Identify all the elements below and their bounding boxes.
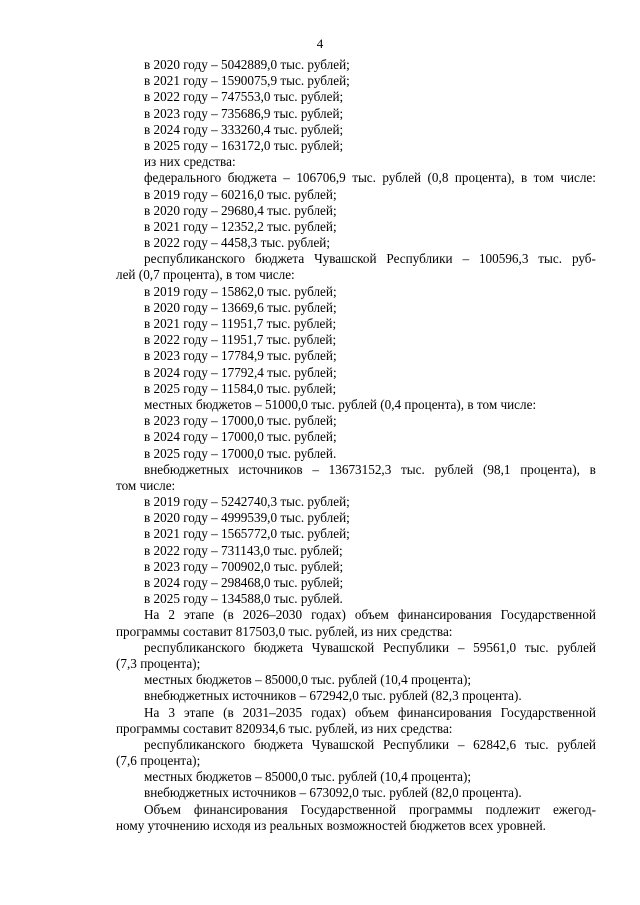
text-line: в 2022 году – 747553,0 тыс. рублей; (144, 89, 344, 105)
page-number: 4 (316, 36, 324, 51)
text-line: в 2024 году – 17792,4 тыс. рублей; (144, 364, 337, 380)
text-line: внебюджетных источников – 673092,0 тыс. рублей (82,0 процента). (144, 785, 522, 801)
text-line: федерального бюджета – 106706,9 тыс. рублей (0,8 процента), в том числе: (144, 170, 596, 186)
text-line: ному уточнению исходя из реальных возможностей бюджетов всех уровней. (116, 817, 546, 833)
text-line: (7,3 процента); (116, 655, 201, 671)
text-line: в 2023 году – 735686,9 тыс. рублей; (144, 105, 344, 121)
text-line: в 2019 году – 60216,0 тыс. рублей; (144, 186, 337, 202)
document-body (116, 57, 596, 834)
text-line: внебюджетных источников – 672942,0 тыс. рублей (82,3 процента). (144, 688, 522, 704)
text-line: в 2024 году – 17000,0 тыс. рублей; (144, 429, 337, 445)
text-line: в 2023 году – 700902,0 тыс. рублей; (144, 558, 344, 574)
text-line: в 2025 году – 134588,0 тыс. рублей. (144, 591, 343, 607)
text-line: в 2021 году – 12352,2 тыс. рублей; (144, 218, 337, 234)
text-line: в 2024 году – 298468,0 тыс. рублей; (144, 575, 344, 590)
text-line: республиканского бюджета Чувашской Республики – 100596,3 тыс. руб- (144, 251, 596, 267)
text-line: программы составит 820934,6 тыс. рублей, из них средства: (116, 720, 453, 736)
text-line: в 2021 году – 1565772,0 тыс. рублей; (144, 526, 350, 542)
text-line: программы составит 817503,0 тыс. рублей, из них средства: (116, 623, 453, 639)
text-line: Объем финансирования Государственной программы подлежит ежегод- (144, 801, 596, 817)
text-line: На 2 этапе (в 2026–2030 годах) объем финансирования Государственной (144, 607, 596, 623)
text-line: лей (0,7 процента), в том числе: (116, 267, 295, 283)
text-line: в 2019 году – 5242740,3 тыс. рублей; (144, 494, 350, 510)
text-line: в 2020 году – 5042889,0 тыс. рублей; (144, 57, 350, 72)
text-line: местных бюджетов – 85000,0 тыс. рублей (10,4 процента); (144, 769, 472, 785)
text-line: местных бюджетов – 51000,0 тыс. рублей (0,4 процента), в том числе: (144, 396, 537, 412)
text-line: в 2022 году – 731143,0 тыс. рублей; (144, 542, 343, 558)
text-line: в 2023 году – 17000,0 тыс. рублей; (144, 413, 337, 429)
text-line: в 2025 году – 11584,0 тыс. рублей; (144, 380, 337, 396)
text-line: в 2024 году – 333260,4 тыс. рублей; (144, 121, 344, 137)
text-line: в 2019 году – 15862,0 тыс. рублей; (144, 283, 337, 299)
text-line: в 2021 году – 11951,7 тыс. рублей; (144, 316, 337, 331)
text-line: из них средства: (144, 154, 236, 170)
text-line: республиканского бюджета Чувашской Республики – 59561,0 тыс. рублей (144, 639, 596, 655)
text-line: в 2022 году – 4458,3 тыс. рублей; (144, 235, 331, 251)
text-line: внебюджетных источников – 13673152,3 тыс. рублей (98,1 процента), в (144, 461, 596, 477)
text-line: в 2020 году – 13669,6 тыс. рублей; (144, 299, 337, 315)
text-line: в 2021 году – 1590075,9 тыс. рублей; (144, 73, 350, 89)
text-line: в 2025 году – 163172,0 тыс. рублей; (144, 137, 344, 153)
text-line: в 2020 году – 29680,4 тыс. рублей; (144, 202, 337, 218)
text-line: в 2025 году – 17000,0 тыс. рублей. (144, 445, 337, 461)
text-line: в 2023 году – 17784,9 тыс. рублей; (144, 348, 337, 364)
text-line: в 2022 году – 11951,7 тыс. рублей; (144, 332, 337, 348)
text-line: республиканского бюджета Чувашской Республики – 62842,6 тыс. рублей (144, 736, 596, 752)
text-line: в 2020 году – 4999539,0 тыс. рублей; (144, 510, 350, 526)
text-line: том числе: (116, 477, 176, 493)
text-line: местных бюджетов – 85000,0 тыс. рублей (10,4 процента); (144, 672, 472, 688)
text-line: (7,6 процента); (116, 753, 201, 769)
text-line: На 3 этапе (в 2031–2035 годах) объем финансирования Государственной (144, 704, 596, 720)
